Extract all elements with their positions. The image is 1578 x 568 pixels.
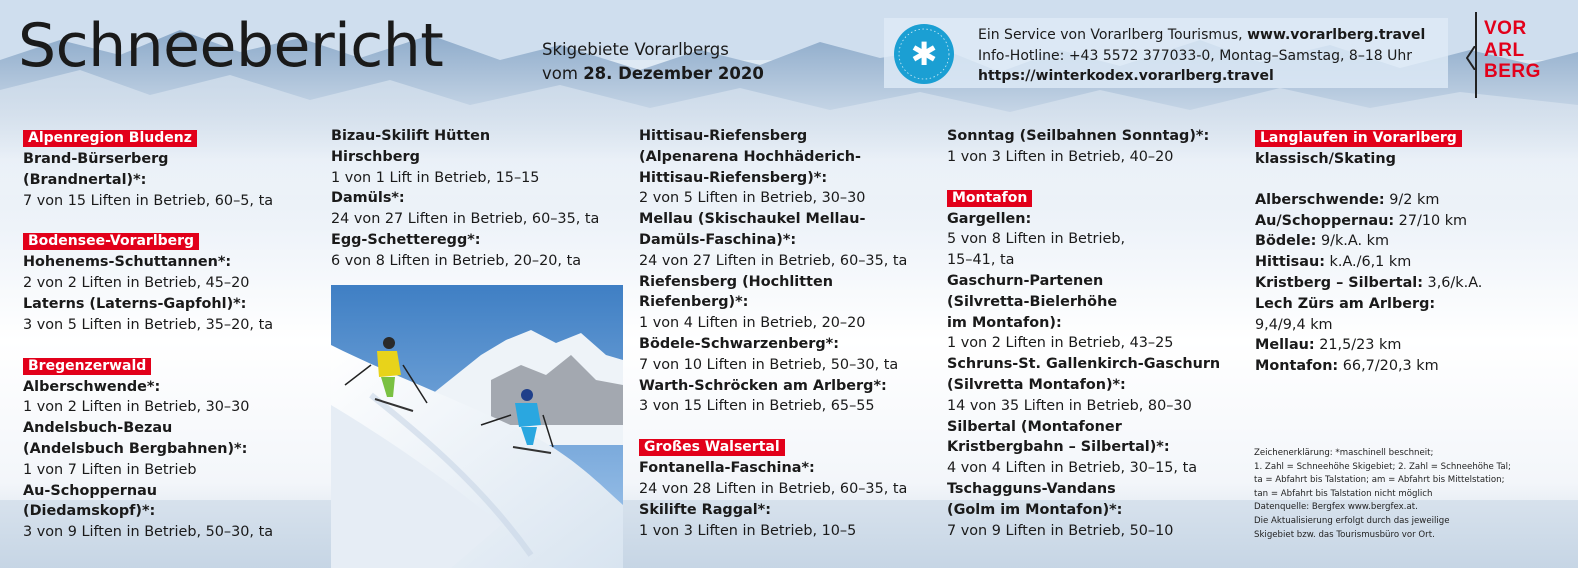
resort-name: Skilifte Raggal*:: [639, 501, 771, 518]
resort-status: 1 von 2 Liften in Betrieb, 43–25: [947, 335, 1174, 352]
column-3: [639, 126, 939, 541]
trail-name: Au/Schoppernau:: [1255, 212, 1395, 229]
resort-name: (Diedamskopf)*:: [23, 503, 156, 520]
resort-name: Hohenems-Schuttannen*:: [23, 254, 232, 271]
resort-status: 24 von 27 Liften in Betrieb, 60–35, ta: [331, 211, 600, 228]
crosscountry-item: [1255, 335, 1575, 356]
resort-status: 24 von 28 Liften in Betrieb, 60–35, ta: [639, 480, 908, 497]
trail-name: Lech Zürs am Arlberg:: [1255, 295, 1436, 312]
resort-name: (Brandnertal)*:: [23, 171, 147, 188]
resort-status: 1 von 3 Liften in Betrieb, 40–20: [947, 148, 1174, 165]
logo-line: VOR: [1484, 18, 1527, 39]
logo-chevron-icon: [1466, 46, 1476, 70]
resort-status: 1 von 2 Liften in Betrieb, 30–30: [23, 399, 250, 416]
resort-name: Kristbergbahn – Silbertal)*:: [947, 439, 1170, 456]
resort-name: Egg-Schetteregg*:: [331, 231, 481, 248]
resort-status: 1 von 7 Liften in Betrieb: [23, 461, 197, 478]
trail-value: 66,7/20,3 km: [1342, 358, 1439, 375]
trail-name: Bödele:: [1255, 233, 1317, 250]
resort-name: Au-Schoppernau: [23, 482, 158, 499]
crosscountry-item: [1255, 294, 1575, 315]
resort-name: Hittisau-Riefensberg: [639, 128, 808, 144]
trail-name: Kristberg – Silbertal:: [1255, 274, 1423, 291]
resort-name: Riefenberg)*:: [639, 294, 749, 311]
resort-name: Fontanella-Faschina*:: [639, 460, 815, 477]
crosscountry-item: [1255, 273, 1575, 294]
resort-name: Riefensberg (Hochlitten: [639, 273, 833, 290]
trail-value: k.A./6,1 km: [1329, 254, 1412, 271]
resort-name: Warth-Schröcken am Arlberg*:: [639, 377, 887, 394]
crosscountry-item: [1255, 211, 1575, 232]
resort-status: 6 von 8 Liften in Betrieb, 20–20, ta: [331, 252, 582, 269]
resort-status: 1 von 4 Liften in Betrieb, 20–20: [639, 315, 866, 332]
crosscountry-item: [1255, 356, 1575, 377]
winterkodex-badge: [894, 24, 954, 84]
legend-line: 1. Zahl = Schneehöhe Skigebiet; 2. Zahl = Schneehöhe Tal;: [1254, 461, 1511, 472]
resort-status: 24 von 27 Liften in Betrieb, 60–35, ta: [639, 252, 908, 269]
resort-status: 3 von 9 Liften in Betrieb, 50–30, ta: [23, 524, 274, 541]
trail-value: 9,4/9,4 km: [1255, 316, 1333, 333]
trail-name: Hittisau:: [1255, 254, 1325, 271]
trail-value: 9/2 km: [1389, 191, 1440, 208]
resort-status: 3 von 15 Liften in Betrieb, 65–55: [639, 398, 875, 415]
region-heading: Bregenzerwald: [23, 358, 151, 375]
service-line: [978, 25, 1425, 46]
legend-line: Skigebiet bzw. das Tourismusbüro vor Ort.: [1254, 529, 1435, 540]
page-title: Schneebericht: [18, 11, 444, 81]
legend: [1254, 447, 1511, 542]
resort-status: 5 von 8 Liften in Betrieb,: [947, 231, 1126, 248]
subtitle: [542, 38, 764, 86]
resort-status: 14 von 35 Liften in Betrieb, 80–30: [947, 397, 1192, 414]
skiers-illustration: [331, 285, 623, 568]
region-heading: Alpenregion Bludenz: [23, 130, 197, 147]
trail-value: 3,6/k.A.: [1427, 274, 1483, 291]
crosscountry-item: [1255, 231, 1575, 252]
resort-name: Alberschwende*:: [23, 378, 161, 395]
trail-name: Alberschwende:: [1255, 191, 1385, 208]
resort-name: Hittisau-Riefensberg)*:: [639, 169, 828, 186]
resort-name: Silbertal (Montafoner: [947, 418, 1122, 435]
resort-status: 15–41, ta: [947, 252, 1015, 269]
resort-name: im Montafon):: [947, 314, 1062, 331]
vorarlberg-logo: [1484, 18, 1541, 83]
resort-name: (Silvretta-Bielerhöhe: [947, 293, 1118, 310]
trail-name: Mellau:: [1255, 337, 1315, 354]
snowflake-icon: ✱: [910, 35, 938, 73]
hotline: Info-Hotline: +43 5572 377033-0, Montag–Samstag, 8–18 Uhr: [978, 47, 1412, 64]
trail-value: 21,5/23 km: [1319, 337, 1402, 354]
crosscountry-item: [1255, 315, 1575, 336]
resort-status: 1 von 3 Liften in Betrieb, 10–5: [639, 522, 857, 539]
resort-status: 3 von 5 Liften in Betrieb, 35–20, ta: [23, 316, 274, 333]
region-heading: Großes Walsertal: [639, 439, 785, 456]
legend-line: ta = Abfahrt bis Talstation; am = Abfahrt bis Mittelstation;: [1254, 475, 1505, 486]
resort-name: (Alpenarena Hochhäderich-: [639, 148, 861, 165]
legend-line: Die Aktualisierung erfolgt durch das jeweilige: [1254, 515, 1450, 526]
resort-status: 4 von 4 Liften in Betrieb, 30–15, ta: [947, 460, 1198, 477]
resort-name: (Silvretta Montafon)*:: [947, 376, 1126, 393]
resort-name: Gargellen:: [947, 210, 1032, 227]
resort-name: Andelsbuch-Bezau: [23, 420, 173, 437]
resort-name: Damüls*:: [331, 190, 405, 207]
column-5: [1255, 128, 1575, 377]
resort-name: Laterns (Laterns-Gapfohl)*:: [23, 295, 247, 312]
winterkodex-url[interactable]: https://winterkodex.vorarlberg.travel: [978, 68, 1274, 84]
header: [0, 0, 1578, 100]
subtitle-prefix: vom: [542, 64, 578, 83]
region-heading: Montafon: [947, 190, 1032, 207]
skiers-photo: [331, 285, 623, 568]
legend-line: Datenquelle: Bergfex www.bergfex.at.: [1254, 502, 1418, 513]
resort-status: 1 von 1 Lift in Betrieb, 15–15: [331, 169, 540, 186]
subtitle-line2: [542, 62, 764, 86]
winterkodex-link[interactable]: [978, 66, 1425, 87]
resort-name: Gaschurn-Partenen: [947, 272, 1104, 289]
resort-name: Sonntag (Seilbahnen Sonntag)*:: [947, 128, 1210, 144]
crosscountry-subheading: klassisch/Skating: [1255, 151, 1396, 167]
badge-ring-icon: [894, 24, 954, 84]
resort-status: 7 von 9 Liften in Betrieb, 50–10: [947, 522, 1174, 539]
resort-name: Schruns-St. Gallenkirch-Gaschurn: [947, 356, 1221, 373]
resort-name: Tschagguns-Vandans: [947, 480, 1116, 497]
trail-value: 9/k.A. km: [1320, 233, 1389, 250]
resort-name: Mellau (Skischaukel Mellau-: [639, 211, 866, 228]
logo-line: BERG: [1484, 61, 1541, 82]
legend-line: tan = Abfahrt bis Talstation nicht möglich: [1254, 488, 1433, 499]
resort-name: Damüls-Faschina)*:: [639, 231, 797, 248]
column-4: [947, 126, 1247, 541]
resort-name: (Golm im Montafon)*:: [947, 501, 1123, 518]
resort-status: 7 von 15 Liften in Betrieb, 60–5, ta: [23, 192, 274, 209]
resort-status: 2 von 5 Liften in Betrieb, 30–30: [639, 190, 866, 207]
resort-name: (Andelsbuch Bergbahnen)*:: [23, 440, 248, 457]
resort-name: Brand-Bürserberg: [23, 151, 169, 167]
service-url-link[interactable]: www.vorarlberg.travel: [1247, 27, 1426, 43]
subtitle-line1: Skigebiete Vorarlbergs: [542, 40, 729, 59]
resort-name: Bizau-Skilift Hütten: [331, 128, 491, 144]
resort-name: Bödele-Schwarzenberg*:: [639, 335, 839, 352]
trail-name: Montafon:: [1255, 358, 1339, 375]
crosscountry-item: [1255, 190, 1575, 211]
report-date: 28. Dezember 2020: [583, 64, 764, 83]
region-heading: Bodensee-Vorarlberg: [23, 233, 199, 250]
resort-name: Hirschberg: [331, 148, 420, 165]
resort-status: 2 von 2 Liften in Betrieb, 45–20: [23, 275, 250, 292]
logo-line: ARL: [1484, 39, 1525, 61]
crosscountry-item: [1255, 252, 1575, 273]
service-info: [978, 25, 1425, 87]
trail-value: 27/10 km: [1398, 212, 1468, 229]
region-heading: Langlaufen in Vorarlberg: [1255, 130, 1462, 147]
column-2: [331, 126, 631, 272]
column-1: [23, 128, 323, 543]
service-prefix: Ein Service von Vorarlberg Tourismus,: [978, 27, 1243, 43]
legend-line: Zeichenerklärung: *maschinell beschneit;: [1254, 448, 1434, 458]
resort-status: 7 von 10 Liften in Betrieb, 50–30, ta: [639, 356, 899, 373]
